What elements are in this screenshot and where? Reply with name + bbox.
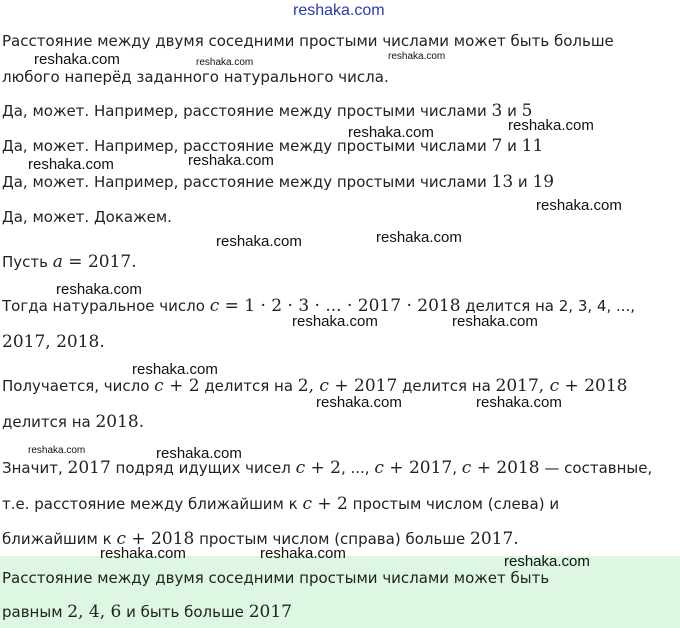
watermark: reshaka.com [260, 545, 346, 562]
math-expr: + 2017 [328, 376, 398, 396]
math-expr: 2018. [95, 412, 145, 432]
option-text: Да, может. Докажем. [2, 208, 172, 226]
option-number: 19 [532, 172, 555, 192]
watermark: reshaka.com [196, 57, 254, 68]
watermark: reshaka.com [100, 545, 186, 562]
math-var: c [319, 376, 329, 396]
proof-text: Получается, число [2, 377, 155, 395]
watermark: reshaka.com [292, 313, 378, 330]
watermark: reshaka.com [34, 51, 120, 68]
question-line-2: любого наперёд заданного натурального числа. [2, 68, 389, 86]
option-and: и [513, 173, 533, 191]
math-expr: 2017. [470, 529, 519, 549]
math-expr: 2017 [248, 602, 292, 622]
option-and: и [502, 137, 522, 155]
option-text: Да, может. Например, расстояние между простыми числами [2, 102, 492, 120]
proof-text: делится на [2, 413, 96, 431]
proof-text: простым числом (слева) и [347, 495, 560, 513]
watermark: reshaka.com [132, 361, 218, 378]
math-expr: + 2018 [559, 376, 628, 396]
option-number: 5 [521, 101, 533, 121]
math-var: c [295, 458, 306, 478]
answer-line-1: Расстояние между двумя соседними простыми числами может быть [2, 569, 550, 587]
watermark: reshaka.com [28, 445, 86, 456]
watermark: reshaka.com [28, 156, 114, 173]
proof-text: делится на [397, 377, 496, 395]
proof-text: Тогда натуральное число [2, 297, 210, 315]
watermark: reshaka.com [188, 152, 274, 169]
proof-text: подряд идущих чисел [110, 459, 296, 477]
math-expr: 2017 [67, 458, 111, 478]
option-number: 3 [491, 101, 503, 121]
proof-conclusion-2 [2, 494, 559, 514]
answer-line-2 [2, 602, 292, 622]
watermark: reshaka.com [536, 197, 622, 214]
watermark: reshaka.com [504, 553, 590, 570]
answer-text: и быть больше [121, 603, 249, 621]
option-number: 7 [491, 136, 503, 156]
proof-conclusion [2, 458, 652, 478]
proof-then-2 [2, 332, 105, 352]
math-var: c [116, 529, 126, 549]
math-var: c [549, 376, 560, 396]
proof-text: делится на 2, 3, 4, ..., [460, 297, 636, 315]
math-var: c [154, 376, 164, 396]
math-expr: 2, [297, 376, 320, 396]
math-var: a [52, 252, 63, 272]
watermark: reshaka.com [508, 117, 594, 134]
math-expr: = 2017. [62, 252, 137, 272]
math-expr: + 2017 [383, 458, 453, 478]
math-expr: + 2 [305, 458, 341, 478]
option-1[interactable] [2, 101, 532, 121]
math-expr: 2, 4, 6 [67, 602, 122, 622]
option-4[interactable] [2, 207, 172, 227]
proof-text: т.е. расстояние между ближайшим к [2, 495, 303, 513]
option-and: и [502, 102, 522, 120]
question-line-1: Расстояние между двумя соседними простыми числами может быть больше [2, 32, 614, 50]
watermark: reshaka.com [348, 124, 434, 141]
proof-let [2, 252, 137, 272]
watermark: reshaka.com [476, 394, 562, 411]
option-number: 13 [491, 172, 514, 192]
option-text: Да, может. Например, расстояние между простыми числами [2, 137, 492, 155]
proof-text: ближайшим к [2, 530, 117, 548]
math-expr: + 2 [312, 494, 348, 514]
watermark: reshaka.com [216, 233, 302, 250]
math-expr: = 1 · 2 · 3 · ... · 2017 · 2018 [219, 296, 461, 316]
math-expr: 2017, 2018. [2, 332, 105, 352]
proof-text: , [452, 459, 462, 477]
math-expr: + 2018 [125, 529, 195, 549]
math-expr: + 2 [163, 376, 200, 396]
proof-text: — составные, [539, 459, 653, 477]
watermark: reshaka.com [388, 51, 446, 62]
proof-result [2, 376, 627, 396]
watermark: reshaka.com [316, 394, 402, 411]
site-header[interactable]: reshaka.com [293, 2, 385, 19]
proof-text: Значит, [2, 459, 68, 477]
watermark: reshaka.com [452, 313, 538, 330]
watermark: reshaka.com [376, 229, 462, 246]
answer-text: равным [2, 603, 68, 621]
proof-text: , ..., [340, 459, 375, 477]
math-expr: + 2018 [471, 458, 540, 478]
option-text: Да, может. Например, расстояние между простыми числами [2, 173, 492, 191]
proof-result-2 [2, 412, 144, 432]
proof-text: простым числом (справа) больше [194, 530, 471, 548]
proof-text: делится на [199, 377, 298, 395]
math-var: c [374, 458, 384, 478]
math-var: c [461, 458, 472, 478]
option-number: 11 [521, 136, 544, 156]
math-var: c [302, 494, 312, 514]
option-3[interactable] [2, 172, 554, 192]
proof-text: Пусть [2, 253, 53, 271]
watermark: reshaka.com [56, 281, 142, 298]
math-var: c [209, 296, 220, 316]
watermark: reshaka.com [156, 445, 242, 462]
math-expr: 2017, [495, 376, 550, 396]
